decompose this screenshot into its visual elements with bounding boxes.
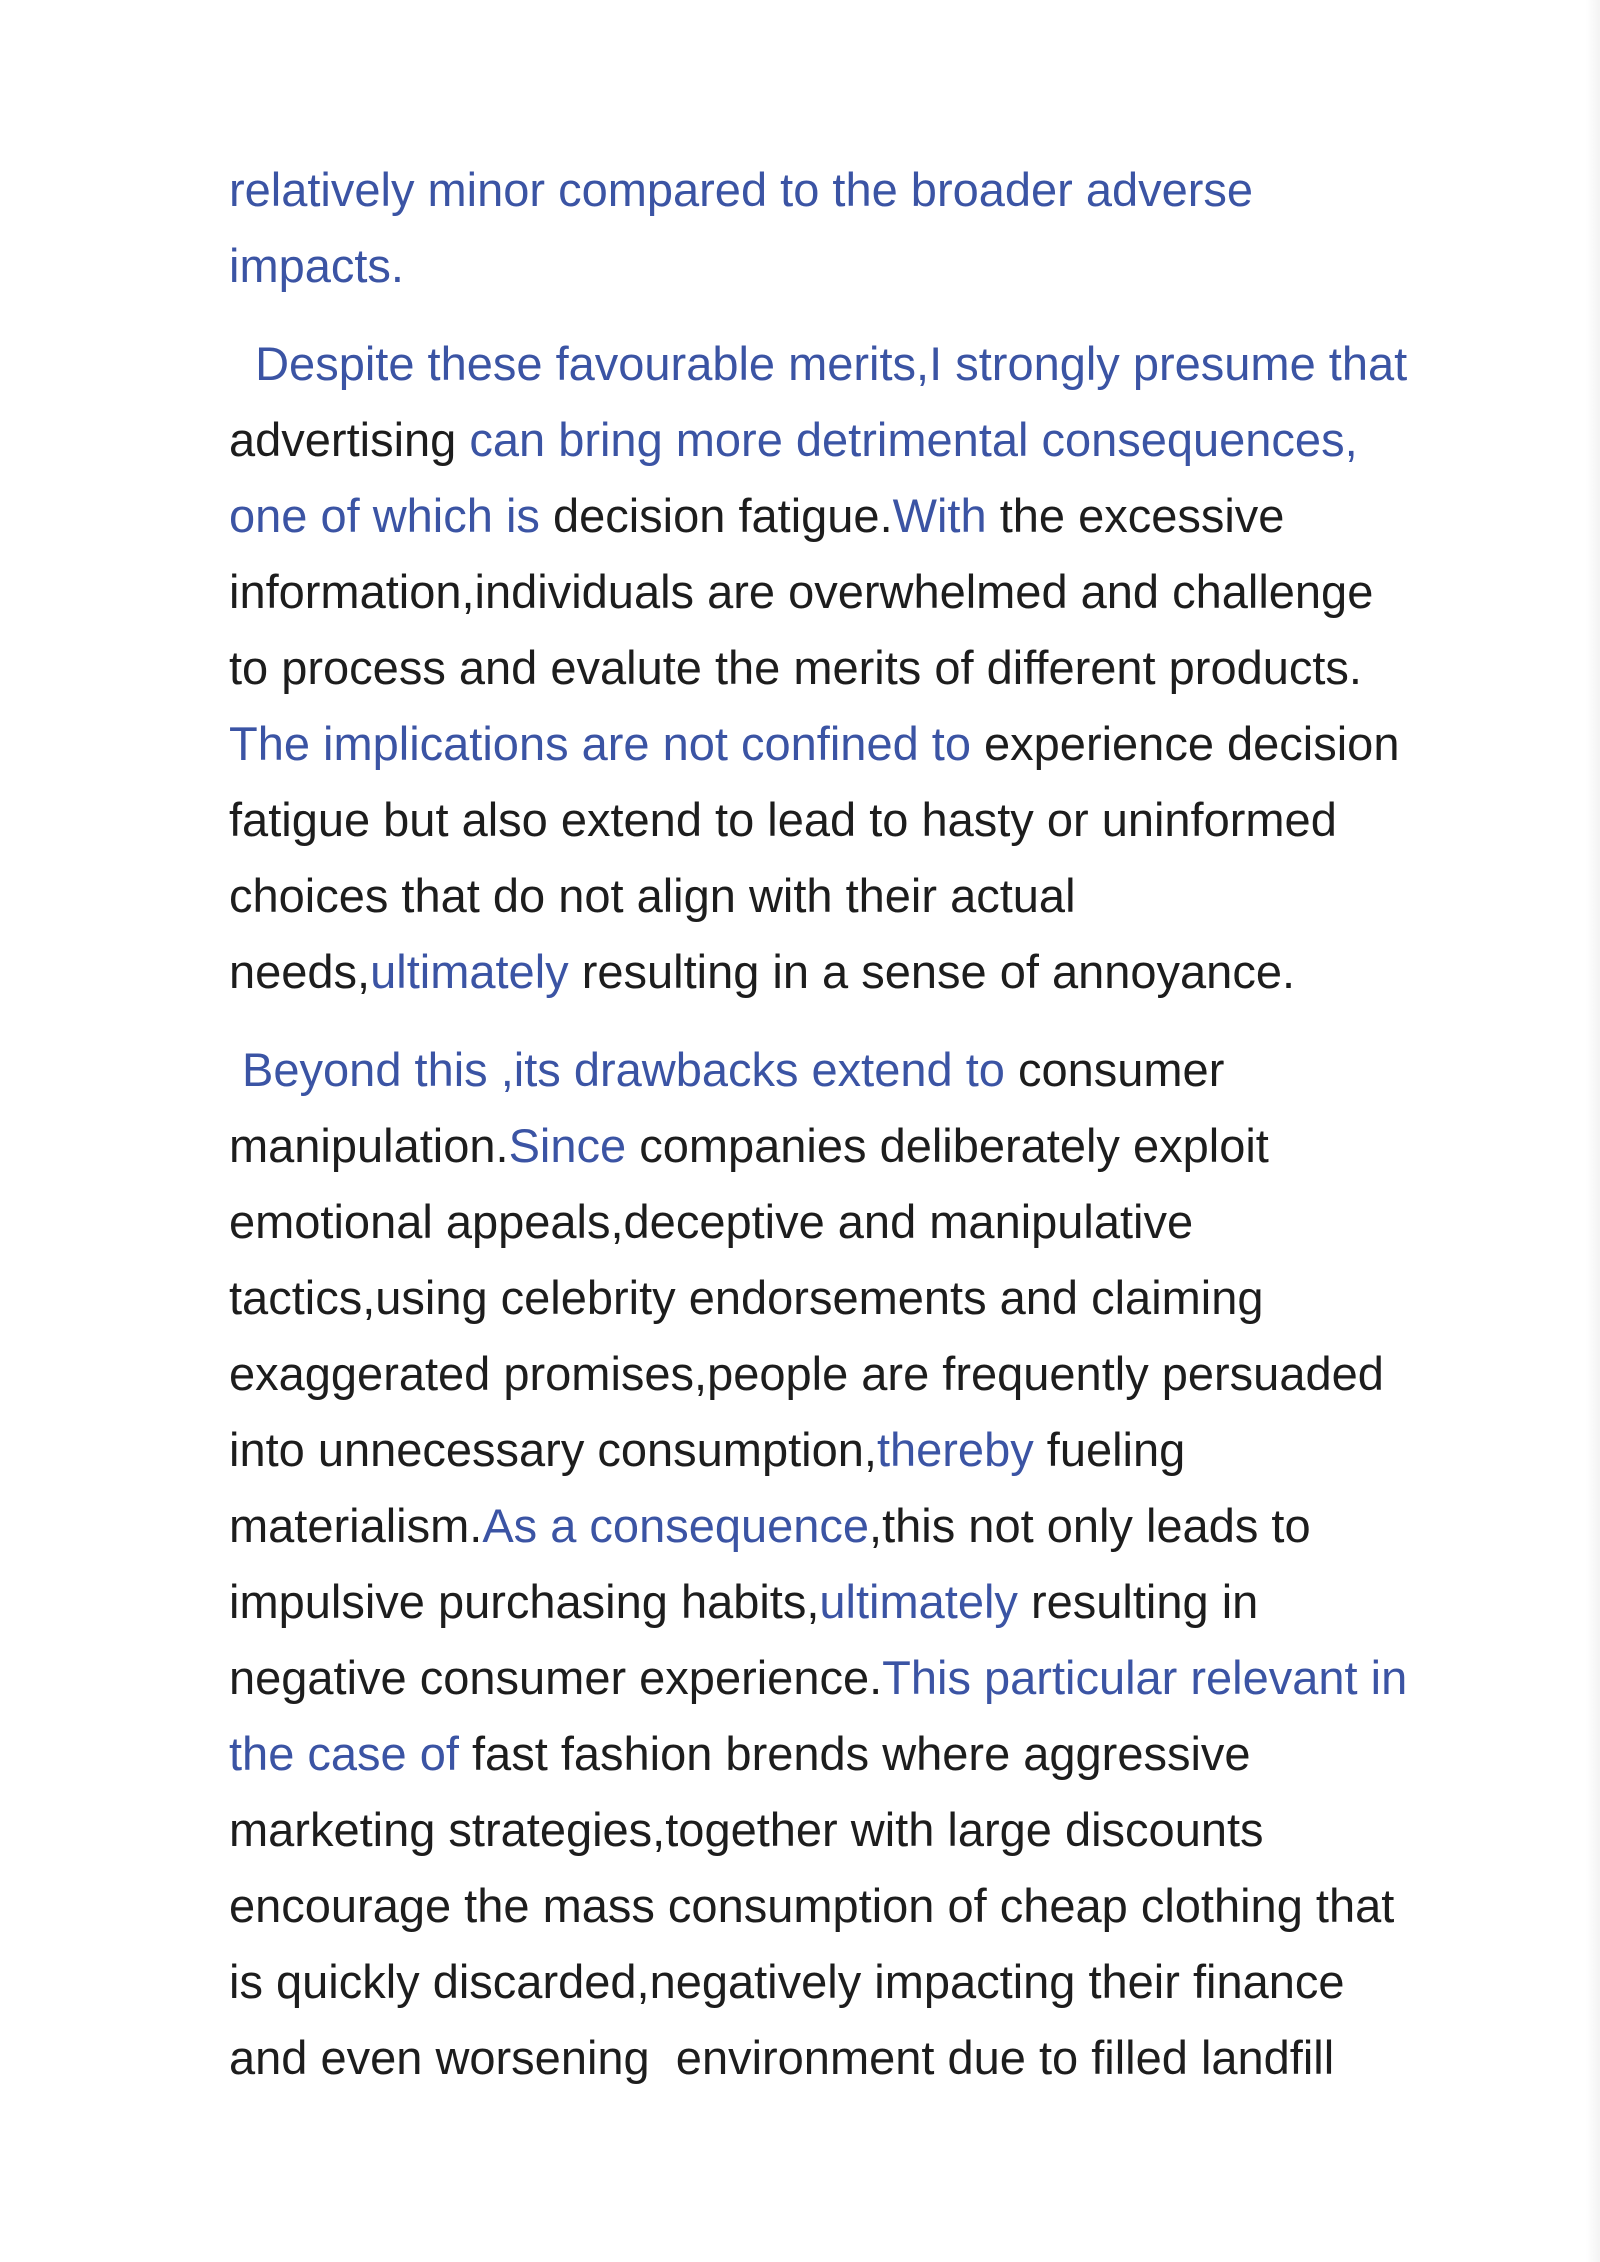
text-line — [229, 1640, 1529, 1716]
text-line — [229, 326, 1529, 402]
body-phrase: tactics,using celebrity endorsements and claiming — [229, 1271, 1264, 1324]
highlighted-phrase: The implications are not confined to — [229, 717, 985, 770]
highlighted-phrase: As a consequence — [482, 1499, 870, 1552]
highlighted-phrase: can bring more detrimental consequences, — [469, 413, 1358, 466]
text-line — [229, 402, 1529, 478]
body-phrase: emotional appeals,deceptive and manipulative — [229, 1195, 1194, 1248]
body-phrase: experience decision — [984, 717, 1400, 770]
body-phrase: and even worsening environment due to filled landfill — [229, 2031, 1335, 2084]
highlighted-phrase: Beyond this ,its drawbacks extend to — [229, 1043, 1018, 1096]
text-line — [229, 1412, 1529, 1488]
highlighted-phrase: With — [892, 489, 1000, 542]
body-phrase: resulting in — [1031, 1575, 1259, 1628]
highlighted-phrase: This particular relevant in — [882, 1651, 1408, 1704]
body-phrase: to process and evalute the merits of different products. — [229, 641, 1362, 694]
body-phrase: needs, — [229, 945, 371, 998]
text-line — [229, 228, 1529, 304]
body-phrase: fast fashion brends where aggressive — [472, 1727, 1251, 1780]
text-line — [229, 1716, 1529, 1792]
highlighted-phrase: one of which is — [229, 489, 553, 542]
essay-text-body — [229, 152, 1529, 2096]
body-phrase: manipulation. — [229, 1119, 509, 1172]
text-line — [229, 554, 1529, 630]
highlighted-phrase: relatively minor compared to the broader adverse — [229, 163, 1254, 216]
text-line — [229, 1564, 1529, 1640]
text-line — [229, 1488, 1529, 1564]
text-line — [229, 1260, 1529, 1336]
highlighted-phrase: thereby — [876, 1423, 1047, 1476]
body-phrase: companies deliberately exploit — [639, 1119, 1269, 1172]
text-line — [229, 934, 1529, 1010]
body-phrase: into unnecessary consumption, — [229, 1423, 877, 1476]
body-phrase: negative consumer experience. — [229, 1651, 883, 1704]
body-phrase: decision fatigue. — [552, 489, 893, 542]
text-line — [229, 630, 1529, 706]
body-phrase: encourage the mass consumption of cheap clothing that — [229, 1879, 1395, 1932]
highlighted-phrase: the case of — [229, 1727, 472, 1780]
text-line — [229, 858, 1529, 934]
body-phrase: ,this not only leads to — [869, 1499, 1311, 1552]
text-line — [229, 1108, 1529, 1184]
text-line — [229, 782, 1529, 858]
body-phrase: marketing strategies,together with large discounts — [229, 1803, 1264, 1856]
highlighted-phrase: Since — [508, 1119, 640, 1172]
text-line — [229, 1336, 1529, 1412]
text-line — [229, 478, 1529, 554]
body-phrase: materialism. — [229, 1499, 483, 1552]
text-line — [229, 2020, 1529, 2096]
body-phrase: exaggerated promises,people are frequently persuaded — [229, 1347, 1384, 1400]
highlighted-phrase: ultimately — [819, 1575, 1031, 1628]
paragraph — [229, 326, 1529, 1010]
body-phrase: impulsive purchasing habits, — [229, 1575, 820, 1628]
text-line — [229, 1032, 1529, 1108]
body-phrase: fatigue but also extend to lead to hasty or uninformed — [229, 793, 1337, 846]
body-phrase: is quickly discarded,negatively impacting their finance — [229, 1955, 1345, 2008]
highlighted-phrase: impacts. — [229, 239, 404, 292]
text-line — [229, 1184, 1529, 1260]
body-phrase: fueling — [1046, 1423, 1186, 1476]
body-phrase: consumer — [1017, 1043, 1225, 1096]
text-line — [229, 1868, 1529, 1944]
body-phrase: the excessive — [999, 489, 1285, 542]
text-line — [229, 706, 1529, 782]
body-phrase: advertising — [229, 413, 470, 466]
text-line — [229, 1944, 1529, 2020]
highlighted-phrase: Despite these favourable merits,I strongly presume that — [229, 337, 1408, 390]
body-phrase: choices that do not align with their actual — [229, 869, 1076, 922]
paragraph — [229, 152, 1529, 304]
highlighted-phrase: ultimately — [370, 945, 582, 998]
text-line — [229, 152, 1529, 228]
text-line — [229, 1792, 1529, 1868]
body-phrase: resulting in a sense of annoyance. — [581, 945, 1296, 998]
body-phrase: information,individuals are overwhelmed and challenge — [229, 565, 1374, 618]
paragraph — [229, 1032, 1529, 2096]
